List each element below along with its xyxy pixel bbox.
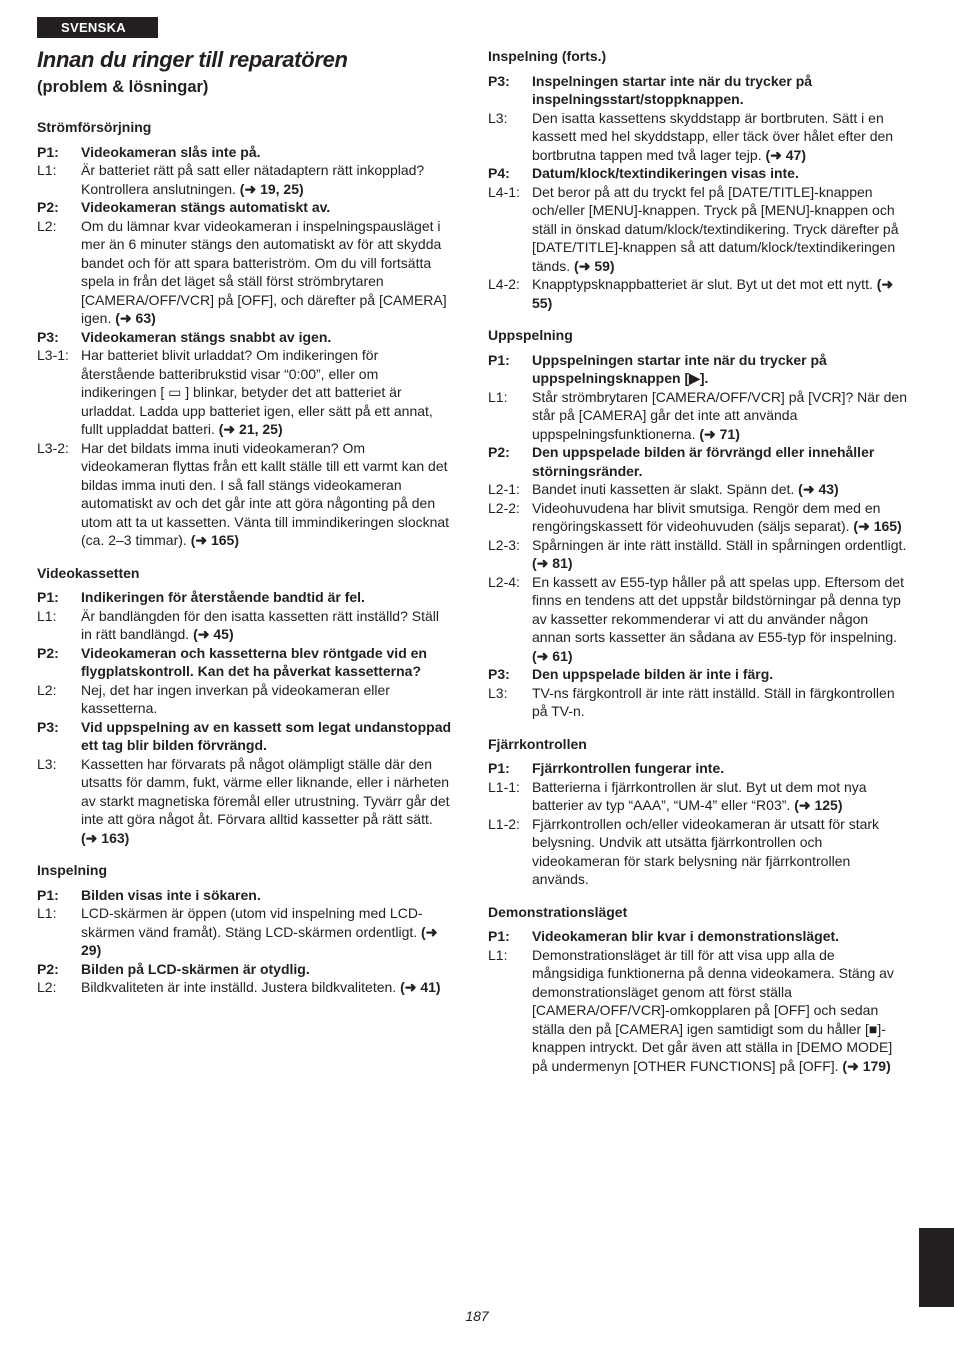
problem-row	[37, 588, 453, 607]
row-text: Videokameran stängs snabbt av igen.	[81, 328, 332, 345]
row-text: Har batteriet blivit urladdat? Om indikeringen för återstående batteribrukstid visar “0:00”, eller om indikeringen [ ▭ ] blinkar, betyder det att batteriet är urladdat. Ladda upp batteriet igen, eller sätt på ett annat, fullt uppladdat batteri.	[81, 347, 433, 437]
problem-row	[488, 164, 908, 183]
row-label: L2:	[37, 979, 57, 995]
page-subtitle: (problem & lösningar)	[37, 78, 209, 96]
row-text-wrap	[532, 536, 908, 573]
row-text: Datum/klock/textindikeringen visas inte.	[532, 165, 799, 181]
section-heading: Videokassetten	[37, 564, 140, 581]
row-text-wrap	[81, 143, 453, 162]
row-label: L1:	[37, 607, 57, 624]
problem-row	[488, 927, 908, 946]
solution-row	[488, 573, 908, 666]
problem-row	[488, 351, 908, 388]
solution-row	[37, 217, 453, 328]
row-text: En kassett av E55-typ håller på att spelas upp. Eftersom det finns en tendens att det uppstår bildstörningar på denna typ av kassetter rekommenderar vi att du använder någon annan sorts kassetter än sådana av E55-typ för inspelning.	[532, 573, 904, 645]
section	[488, 903, 908, 1076]
page-reference: (➜ 21, 25)	[218, 421, 283, 437]
page-title: Innan du ringer till reparatören	[37, 47, 348, 72]
row-text-wrap	[81, 960, 453, 979]
row-text-wrap	[81, 161, 453, 198]
section-heading: Inspelning	[37, 862, 107, 878]
row-label: P1:	[488, 351, 510, 368]
page-reference: (➜ 125)	[794, 797, 843, 813]
row-label: P1:	[37, 589, 59, 605]
row-text-wrap	[81, 607, 453, 644]
row-text: Fjärrkontrollen fungerar inte.	[532, 760, 725, 776]
row-label: L2-2:	[488, 499, 520, 516]
chapter-tab-marker	[919, 1228, 954, 1307]
row-text-wrap	[532, 388, 908, 444]
row-text: Videokameran slås inte på.	[81, 143, 261, 160]
solution-row	[488, 109, 908, 165]
solution-row	[488, 946, 908, 1076]
page-reference: (➜ 19, 25)	[239, 180, 304, 197]
row-text: Uppspelningen startar inte när du trycker på uppspelningsknappen [▶].	[532, 351, 827, 386]
row-text: Den isatta kassettens skyddstapp är bortbruten. Sätt i en kassett med hel skyddstapp, eller täck över hålet efter den bortbrutna tappen med två lager tejp.	[532, 109, 894, 163]
problem-row	[488, 665, 908, 684]
problem-row	[37, 198, 453, 217]
solution-row	[37, 607, 453, 644]
row-text: Knapptypsknappbatteriet är slut. Byt ut det mot ett nytt.	[532, 276, 873, 292]
row-text-wrap	[532, 927, 908, 946]
problem-row	[37, 644, 453, 681]
row-text: Bilden visas inte i sökaren.	[81, 886, 261, 903]
row-text-wrap	[532, 778, 908, 815]
row-text-wrap	[81, 718, 453, 755]
row-text: Den uppspelade bilden är förvrängd eller innehåller störningsränder.	[532, 444, 875, 479]
row-text: Bilden på LCD-skärmen är otydlig.	[81, 960, 310, 977]
row-text: Nej, det har ingen inverkan på videokameran eller kassetterna.	[81, 681, 390, 716]
section	[488, 735, 908, 889]
row-text: Inspelningen startar inte när du trycker på inspelningsstart/stoppknappen.	[532, 72, 813, 107]
page-reference: (➜ 45)	[193, 626, 234, 642]
row-label: L4-2:	[488, 276, 520, 292]
row-text-wrap	[532, 443, 908, 480]
row-text: Bandet inuti kassetten är slakt. Spänn det.	[532, 481, 795, 497]
section-heading: Inspelning (forts.)	[488, 48, 607, 64]
row-text: Står strömbrytaren [CAMERA/OFF/VCR] på [VCR]? När den står på [CAMERA] går det inte att använda uppspelningsfunktionerna.	[532, 388, 907, 442]
section-heading: Fjärrkontrollen	[488, 735, 587, 752]
row-text-wrap	[532, 665, 908, 684]
solution-row	[488, 480, 908, 499]
page-reference: (➜ 43)	[798, 481, 839, 497]
solution-row	[488, 275, 908, 312]
page-number: 187	[465, 1308, 489, 1324]
section	[37, 564, 453, 848]
row-label: P4:	[488, 165, 510, 181]
row-label: P3:	[488, 666, 510, 682]
section-heading: Demonstrationsläget	[488, 903, 628, 920]
row-text-wrap	[81, 217, 453, 328]
solution-row	[37, 439, 453, 550]
solution-row	[488, 684, 908, 721]
row-label: P3:	[37, 718, 59, 735]
row-label: L1:	[37, 905, 57, 921]
row-label: P1:	[488, 760, 510, 776]
right-column	[488, 47, 908, 1089]
row-text: Batterierna i fjärrkontrollen är slut. Byt ut dem mot nya batterier av typ “AAA”, “UM-4” eller “R03”.	[532, 778, 867, 813]
page-reference: (➜ 163)	[81, 829, 130, 846]
row-label: L3:	[37, 755, 57, 772]
row-text-wrap	[81, 681, 453, 718]
row-text-wrap	[532, 72, 908, 109]
row-text-wrap	[532, 275, 908, 312]
problem-row	[37, 143, 453, 162]
page-reference: (➜ 71)	[699, 425, 740, 442]
row-text: Har det bildats imma inuti videokameran? Om videokameran flyttas från ett kallt ställe till ett varmt kan det bildas imma inuti den. I så fall stängs videokameran automatiskt av och det går inte att göra någonting på den utom att ta ut kassetten. Vänta till immindikeringen slocknat (ca. 2–3 timmar).	[81, 439, 450, 548]
row-text-wrap	[532, 815, 908, 889]
problem-row	[488, 759, 908, 778]
row-text-wrap	[532, 573, 908, 666]
problem-row	[37, 886, 453, 905]
row-text-wrap	[81, 904, 453, 960]
section	[37, 861, 453, 997]
solution-row	[37, 346, 453, 439]
row-text: Vid uppspelning av en kassett som legat undanstoppad ett tag blir bilden förvrängd.	[81, 718, 452, 753]
row-text: Fjärrkontrollen och/eller videokameran är utsatt för stark belysning. Undvik att utsätta fjärrkontrollen och videokameran för stark belysning när fjärrkontrollen används.	[532, 815, 880, 887]
row-label: L2-3:	[488, 536, 520, 553]
row-text: Kassetten har förvarats på något olämpligt ställe där den utsatts för damm, fukt, värme eller liknande, eller i närheten av starkt magnetiska föremål eller utrustning. Tyvärr går det inte att göra något åt. Förvara alltid kassetter på rätt sätt.	[81, 755, 450, 827]
row-label: L3:	[488, 684, 508, 701]
row-text: Indikeringen för återstående bandtid är fel.	[81, 589, 365, 605]
row-label: L3:	[488, 109, 508, 126]
row-label: L1:	[488, 388, 508, 405]
row-text-wrap	[81, 978, 453, 997]
row-label: L3-2:	[37, 439, 69, 456]
problem-row	[37, 718, 453, 755]
row-text: Det beror på att du tryckt fel på [DATE/TITLE]-knappen och/eller [MENU]-knappen. Tryck på [MENU]-knappen och ställ in önskad datum/klock/textindikering. Tryck därefter på [DATE/TITLE]-knappen så att datum/klock/textindikeringen tänds.	[532, 183, 899, 274]
row-text-wrap	[532, 164, 908, 183]
page-reference: (➜ 59)	[574, 257, 615, 274]
solution-row	[488, 815, 908, 889]
row-text: TV-ns färgkontroll är inte rätt inställd. Ställ in färgkontrollen på TV-n.	[532, 684, 895, 719]
row-label: P1:	[488, 928, 510, 944]
page-reference: (➜ 63)	[115, 310, 156, 326]
row-text-wrap	[81, 198, 453, 217]
row-text: Är bandlängden för den isatta kassetten rätt inställd? Ställ in rätt bandlängd.	[81, 607, 439, 642]
row-text-wrap	[81, 755, 453, 848]
row-text: Demonstrationsläget är till för att visa upp alla de mångsidiga funktionerna på denna videokamera. Stäng av demonstrationsläget genom att först ställa [CAMERA/OFF/VCR]-omkopplaren på [OFF] och sedan ställa den på [CAMERA] igen samtidigt som du håller [■]-knappen intryckt. Det går även att ställa in [DEMO MODE] på undermenyn [OTHER FUNCTIONS] på [OFF].	[532, 946, 894, 1074]
page-reference: (➜ 81)	[532, 555, 573, 571]
row-label: P3:	[488, 72, 510, 89]
row-text-wrap	[532, 109, 908, 165]
row-label: L2-1:	[488, 481, 520, 497]
page-reference: (➜ 61)	[532, 647, 573, 664]
row-text-wrap	[81, 346, 453, 439]
row-text: Videokameran stängs automatiskt av.	[81, 199, 331, 215]
section	[488, 47, 908, 312]
page-reference: (➜ 41)	[400, 979, 441, 995]
problem-row	[37, 960, 453, 979]
row-text: Videokameran blir kvar i demonstrationsläget.	[532, 928, 840, 944]
section	[488, 326, 908, 721]
solution-row	[37, 681, 453, 718]
row-label: L2:	[37, 217, 57, 234]
row-text-wrap	[81, 886, 453, 905]
solution-row	[37, 161, 453, 198]
row-text-wrap	[532, 759, 908, 778]
row-label: L3-1:	[37, 347, 69, 363]
solution-row	[488, 499, 908, 536]
row-text-wrap	[532, 684, 908, 721]
row-label: P2:	[37, 960, 59, 977]
row-text: LCD-skärmen är öppen (utom vid inspelning med LCD-skärmen vänd framåt). Stäng LCD-skärmen ordentligt.	[81, 905, 423, 940]
solution-row	[37, 755, 453, 848]
solution-row	[488, 388, 908, 444]
row-label: P3:	[37, 328, 59, 345]
row-text: Den uppspelade bilden är inte i färg.	[532, 666, 774, 682]
section	[37, 118, 453, 550]
language-badge: SVENSKA	[37, 17, 158, 38]
row-text: Videohuvudena har blivit smutsiga. Rengör dem med en rengöringskassett för videohuvuden (säljs separat).	[532, 499, 881, 534]
section-heading: Uppspelning	[488, 327, 573, 343]
row-text-wrap	[532, 351, 908, 388]
page-reference: (➜ 47)	[765, 146, 807, 163]
row-label: L1:	[37, 162, 57, 178]
row-label: P2:	[37, 644, 59, 661]
page-reference: (➜ 179)	[842, 1057, 891, 1074]
problem-row	[488, 443, 908, 480]
row-text-wrap	[532, 480, 908, 499]
page-reference: (➜ 29)	[81, 923, 438, 958]
row-label: L1:	[488, 946, 508, 963]
row-text-wrap	[81, 588, 453, 607]
row-text-wrap	[81, 328, 453, 347]
row-label: L2:	[37, 681, 57, 698]
row-text-wrap	[532, 499, 908, 536]
row-text-wrap	[81, 439, 453, 550]
solution-row	[37, 978, 453, 997]
row-label: L4-1:	[488, 183, 520, 200]
row-label: P1:	[37, 886, 59, 903]
row-label: P2:	[37, 199, 59, 215]
solution-row	[488, 183, 908, 276]
row-label: L2-4:	[488, 573, 520, 590]
problem-row	[37, 328, 453, 347]
row-label: P2:	[488, 444, 510, 460]
problem-row	[488, 72, 908, 109]
row-text-wrap	[532, 946, 908, 1076]
row-label: L1-2:	[488, 815, 520, 832]
row-text: Videokameran och kassetterna blev röntgade vid en flygplatskontroll. Kan det ha påverkat kassetterna?	[81, 644, 427, 679]
row-text: Är batteriet rätt på satt eller nätadaptern rätt inkopplad? Kontrollera anslutningen.	[81, 162, 425, 197]
row-text: Spårningen är inte rätt inställd. Ställ in spårningen ordentligt.	[532, 536, 907, 553]
solution-row	[488, 778, 908, 815]
section-heading: Strömförsörjning	[37, 119, 152, 135]
row-label: L1-1:	[488, 778, 520, 795]
row-label: P1:	[37, 143, 59, 160]
row-text-wrap	[532, 183, 908, 276]
page-reference: (➜ 165)	[853, 518, 902, 534]
row-text: Om du lämnar kvar videokameran i inspelningspausläget i mer än 6 minuter stängs den automatiskt av för att skydda bandet och för att spara batteriström. Om du vill fortsätta spela in från det läget så ställ först strömbrytaren [CAMERA/OFF/VCR] på [OFF], och därefter på [CAMERA] igen.	[81, 217, 447, 326]
row-text-wrap	[81, 644, 453, 681]
left-column	[37, 118, 453, 1011]
page-reference: (➜ 55)	[532, 276, 894, 311]
solution-row	[37, 904, 453, 960]
solution-row	[488, 536, 908, 573]
page-reference: (➜ 165)	[190, 532, 240, 548]
row-text: Bildkvaliteten är inte inställd. Justera bildkvaliteten.	[81, 979, 397, 995]
